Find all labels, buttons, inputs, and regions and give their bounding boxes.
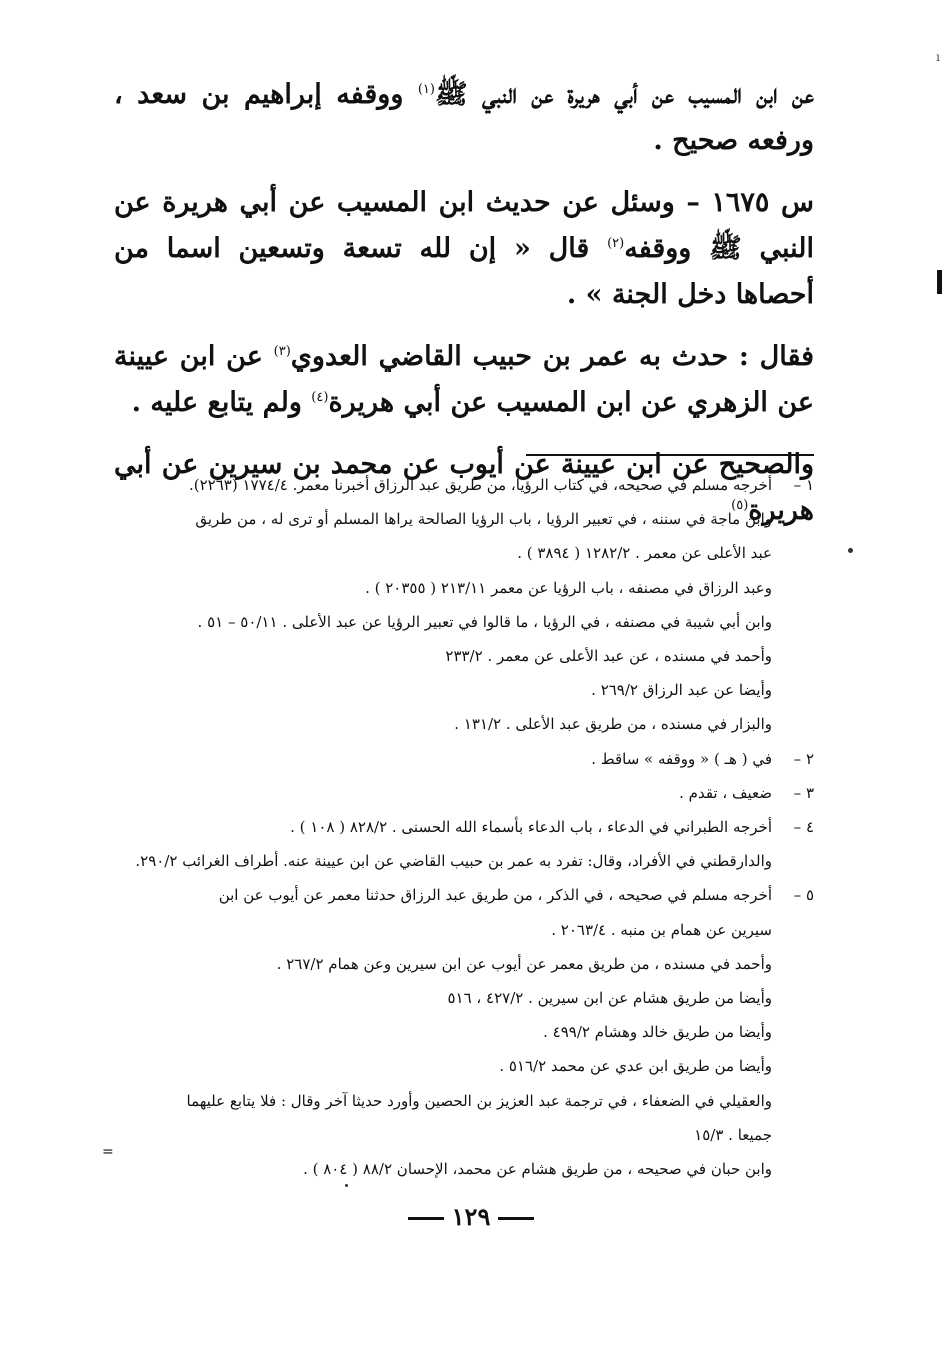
footnote-line: سيرين عن همام بن منبه . ٢٠٦٣/٤ .: [551, 920, 772, 939]
paragraph-1: [114, 72, 814, 164]
footnote-line: وأيضا من طريق ابن عدي عن محمد ٥١٦/٢ .: [499, 1057, 772, 1076]
footnote-number: ٣ –: [793, 783, 814, 802]
footnote-line: وابن حبان في صحيحه ، من طريق هشام عن محمد، الإحسان ٨٨/٢ ( ٨٠٤ ) .: [303, 1160, 772, 1179]
footnote-line: وابن أبي شيبة في مصنفه ، في الرؤيا ، ما قالوا في تعبير الرؤيا عن عبد الأعلى . ٥٠/١١ – ٥١ .: [197, 612, 772, 631]
footnote-line: أخرجه مسلم في صحيحه، في كتاب الرؤيا، من طريق عبد الرزاق أخبرنا معمر. ١٧٧٤/٤ (٢٢٦٣).: [188, 476, 772, 494]
footnote-body: [114, 742, 772, 776]
footnote: [114, 810, 814, 878]
footnote-line: وأحمد في مسنده ، من طريق معمر عن أيوب عن ابن سيرين وعن همام ٢٦٧/٢ .: [276, 954, 772, 973]
p3-text-a: فقال : حدث به عمر بن حبيب القاضي العدوي: [290, 341, 815, 372]
page-number: [0, 1202, 942, 1231]
footnote-line: والعقيلي في الضعفاء ، في ترجمة عبد العزيز بن الحصين وأورد حديثا آخر وقال : فلا يتابع عليهما: [186, 1091, 772, 1110]
footnote-number: ٤ –: [793, 818, 814, 837]
footnote-line: وأيضا عن عبد الرزاق ٢٦٩/٢ .: [591, 681, 772, 700]
footnote-body: [114, 878, 772, 1186]
corner-mark: ı: [936, 50, 940, 64]
page-number-dash-left: [498, 1217, 534, 1220]
footnote-line: وأيضا من طريق هشام عن ابن سيرين . ٤٢٧/٢ ، ٥١٦: [447, 989, 772, 1008]
margin-mark: =: [102, 1144, 114, 1160]
footnote-number: ١ –: [793, 476, 814, 494]
paragraph-2: [114, 180, 814, 318]
p1-text-b: ووقفه إبراهيم بن سعد ، ورفعه صحيح .: [114, 79, 814, 156]
margin-bar: [937, 270, 942, 294]
footnote-line: جميعا . ١٥/٣: [694, 1125, 772, 1144]
footnote-line: وابن ماجة في سننه ، في تعبير الرؤيا ، باب الرؤيا الصالحة يراها المسلم أو ترى له ، من طريق: [195, 510, 772, 529]
p2-text-b: قال « إن لله تسعة وتسعين اسما من أحصاها دخل الجنة » .: [114, 233, 814, 310]
footnote: [114, 878, 814, 1186]
footnote-body: [114, 776, 772, 810]
footnote-line: وعبد الرزاق في مصنفه ، باب الرؤيا عن معمر ٢١٣/١١ ( ٢٠٣٥٥ ) .: [365, 578, 772, 597]
footnote: [114, 742, 814, 776]
p3-text-c: ولم يتابع عليه .: [131, 387, 312, 418]
footnote-number: ٢ –: [793, 749, 814, 768]
footnote-ref-5: (٥): [731, 498, 749, 513]
paragraph-3: [114, 334, 814, 426]
footnote-divider: [526, 454, 814, 456]
footnote-number: ٥ –: [793, 886, 814, 905]
footnote-line: في ( هـ ) « ووقفه » ساقط .: [591, 749, 772, 768]
footnote-body: [114, 468, 772, 742]
footnote-line: والبزار في مسنده ، من طريق عبد الأعلى . ١٣١/٢ .: [454, 715, 772, 734]
page-number-text: ١٢٩: [451, 1202, 491, 1231]
p4-text-a: والصحيح عن ابن عيينة عن أيوب عن محمد بن سيرين عن أبي هريرة: [114, 449, 814, 526]
footnotes: [114, 468, 814, 1186]
p3-text-b: عن ابن عيينة عن الزهري عن ابن المسيب عن أبي هريرة: [114, 341, 814, 418]
footnote-line: ضعيف ، تقدم .: [679, 783, 772, 802]
p2-text-a: – وسئل عن حديث ابن المسيب عن أبي هريرة عن النبي ﷺ ووقفه: [114, 187, 814, 264]
footnote-ref-1: (١): [417, 82, 435, 97]
footnote-line: وأحمد في مسنده ، عن عبد الأعلى عن معمر . ٢٣٣/٢: [445, 647, 772, 666]
footnote-ref-3: (٣): [273, 344, 291, 359]
footnote-body: [114, 810, 772, 878]
footnote: [114, 776, 814, 810]
footnote-line: أخرجه الطبراني في الدعاء ، باب الدعاء بأسماء الله الحسنى . ٨٢٨/٢ ( ١٠٨ ) .: [290, 818, 772, 837]
footnote-line: عبد الأعلى عن معمر . ١٢٨٢/٢ ( ٣٨٩٤ ) .: [517, 544, 772, 563]
item-number: س ١٦٧٥: [711, 187, 814, 218]
page-number-dash-right: [408, 1217, 444, 1220]
footnote-line: وأيضا من طريق خالد وهشام ٤٩٩/٢ .: [543, 1023, 772, 1042]
p1-text-a: عن ابن المسيب عن أبي هريرة عن النبي ﷺ: [434, 79, 814, 110]
footnote-ref-4: (٤): [311, 390, 329, 405]
footnote: [114, 468, 814, 742]
footnote-line: أخرجه مسلم في صحيحه ، في الذكر ، من طريق عبد الرزاق حدثنا معمر عن أيوب عن ابن: [218, 886, 772, 905]
footnote-ref-2: (٢): [607, 236, 625, 251]
footnote-line: والدارقطني في الأفراد، وقال: تفرد به عمر بن حبيب القاضي عن ابن عيينة عنه. أطراف الغرائب ٢٩٠/٢.: [135, 852, 772, 871]
margin-dot: [848, 548, 853, 553]
